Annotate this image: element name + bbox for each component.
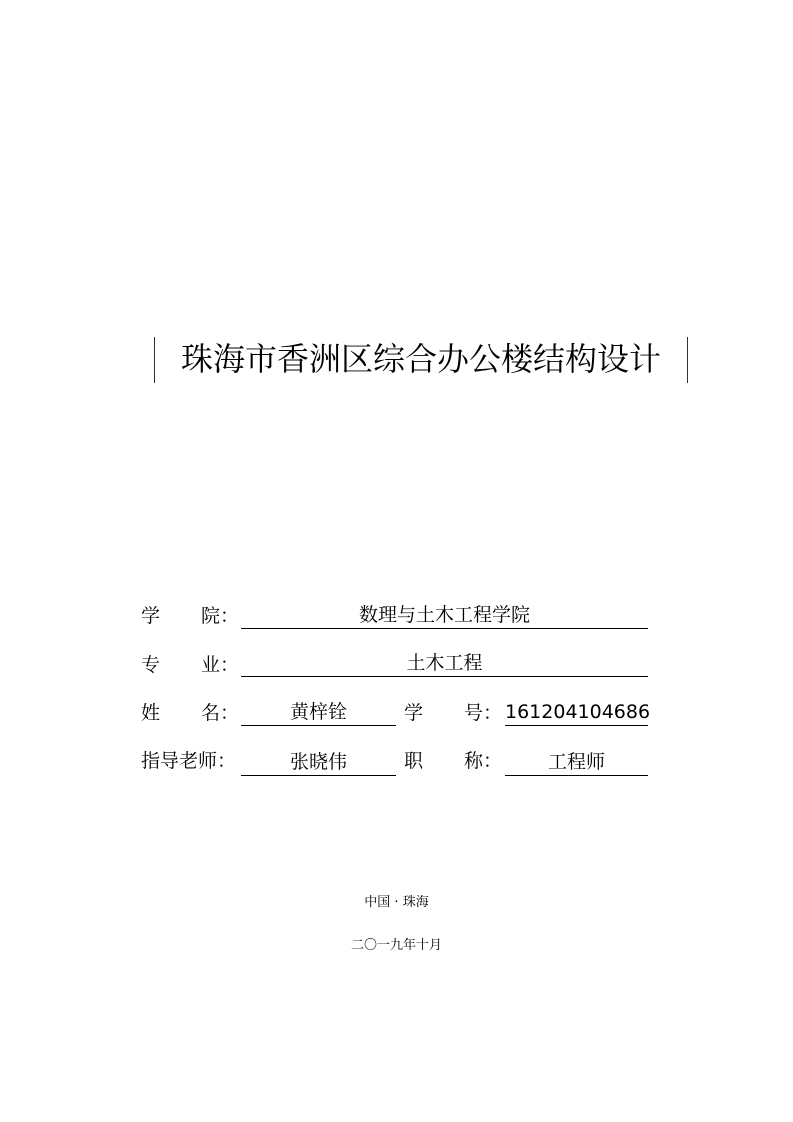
rank-label-part-2: 称： xyxy=(464,750,503,772)
footer-date: 二〇一九年十月 xyxy=(350,938,442,953)
student-id-field: 161204104686 xyxy=(505,699,648,726)
thesis-title: 珠海市香洲区综合办公楼结构设计 xyxy=(180,340,661,378)
rank-label-part-1: 职 xyxy=(404,750,424,772)
major-label-part-1: 专 xyxy=(141,654,161,676)
student-id-label-part-1: 学 xyxy=(404,702,424,724)
major-field: 土木工程 xyxy=(241,650,648,677)
name-field: 黄梓铨 xyxy=(241,699,396,726)
major-label-part-2: 业： xyxy=(201,654,240,676)
name-label-part-2: 名： xyxy=(201,702,240,724)
student-id-label-part-2: 号： xyxy=(464,702,503,724)
footer-place: 中国 · 珠海 xyxy=(364,895,429,910)
thesis-title-box xyxy=(154,337,688,383)
rank-field: 工程师 xyxy=(505,749,648,776)
college-field: 数理与土木工程学院 xyxy=(241,602,648,629)
advisor-field: 张晓伟 xyxy=(241,749,396,776)
name-label-part-1: 姓 xyxy=(141,702,161,724)
advisor-label: 指导老师： xyxy=(141,750,237,772)
college-label-part-2: 院： xyxy=(201,605,240,627)
college-label-part-1: 学 xyxy=(141,605,161,627)
